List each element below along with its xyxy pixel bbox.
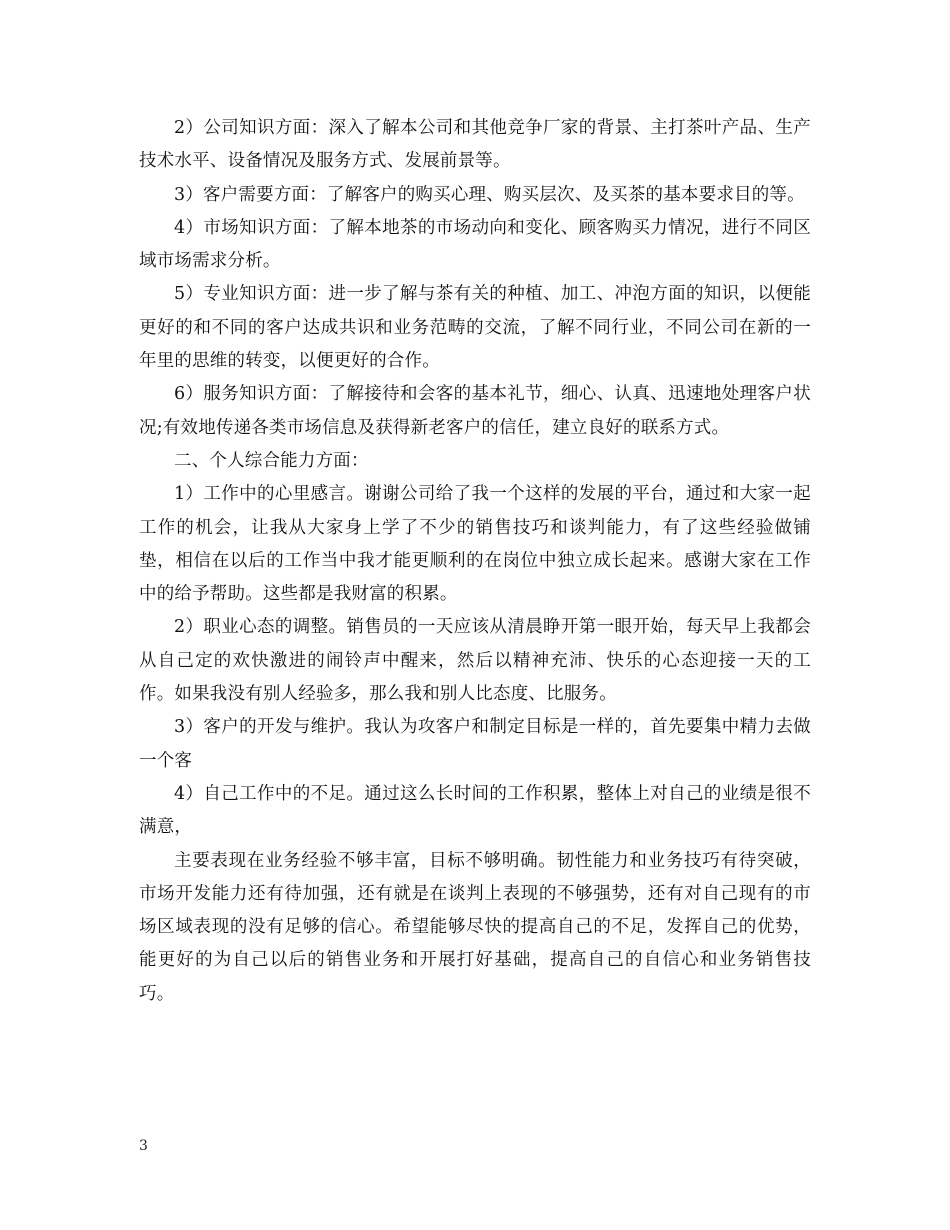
paragraph-customer-needs: 3）客户需要方面：了解客户的购买心理、购买层次、及买茶的基本要求目的等。: [174, 184, 805, 205]
page-number: 3: [139, 1138, 148, 1154]
paragraph-work-reflections: 1）工作中的心里感言。谢谢公司给了我一个这样的发展的平台，通过和大家一起工作的机会，让我从大家身上学了不少的销售技巧和谈判能力，有了这些经验做铺垫，相信在以后的工作当中我才能更顺利的在岗位中独立成长起来。感谢大家在工作中的给予帮助。这些都是我财富的积累。: [139, 484, 811, 605]
paragraph-mindset-adjustment: 2）职业心态的调整。销售员的一天应该从清晨睁开第一眼开始，每天早上我都会从自己定的欢快激进的闹铃声中醒来，然后以精神充沛、快乐的心态迎接一天的工作。如果我没有别人经验多，那么我和别人比态度、比服务。: [139, 617, 811, 705]
paragraph-customer-development: 3）客户的开发与维护。我认为攻客户和制定目标是一样的，首先要集中精力去做一个客: [139, 717, 811, 771]
paragraph-company-knowledge: 2）公司知识方面：深入了解本公司和其他竞争厂家的背景、主打茶叶产品、生产技术水平、设备情况及服务方式、发展前景等。: [139, 118, 811, 172]
paragraph-service-knowledge: 6）服务知识方面：了解接待和会客的基本礼节，细心、认真、迅速地处理客户状况;有效地传递各类市场信息及获得新老客户的信任，建立良好的联系方式。: [139, 384, 811, 438]
paragraph-main-issues: 主要表现在业务经验不够丰富，目标不够明确。韧性能力和业务技巧有待突破，市场开发能力还有待加强，还有就是在谈判上表现的不够强势，还有对自己现有的市场区域表现的没有足够的信心。希望能够尽快的提高自己的不足，发挥自己的优势，能更好的为自己以后的销售业务和开展打好基础，提高自己的自信心和业务销售技巧。: [139, 850, 811, 1004]
paragraph-market-knowledge: 4）市场知识方面：了解本地茶的市场动向和变化、顾客购买力情况，进行不同区域市场需求分析。: [139, 217, 811, 272]
paragraph-shortcomings: 4）自己工作中的不足。通过这么长时间的工作积累，整体上对自己的业绩是很不满意，: [139, 783, 811, 838]
paragraph-professional-knowledge: 5）专业知识方面：进一步了解与茶有关的种植、加工、冲泡方面的知识，以便能更好的和不同的客户达成共识和业务范畴的交流，了解不同行业，不同公司在新的一年里的思维的转变，以便更好的合作。: [139, 284, 811, 372]
section-heading-personal-ability: 二、个人综合能力方面：: [174, 450, 369, 471]
document-body: [139, 112, 811, 1011]
